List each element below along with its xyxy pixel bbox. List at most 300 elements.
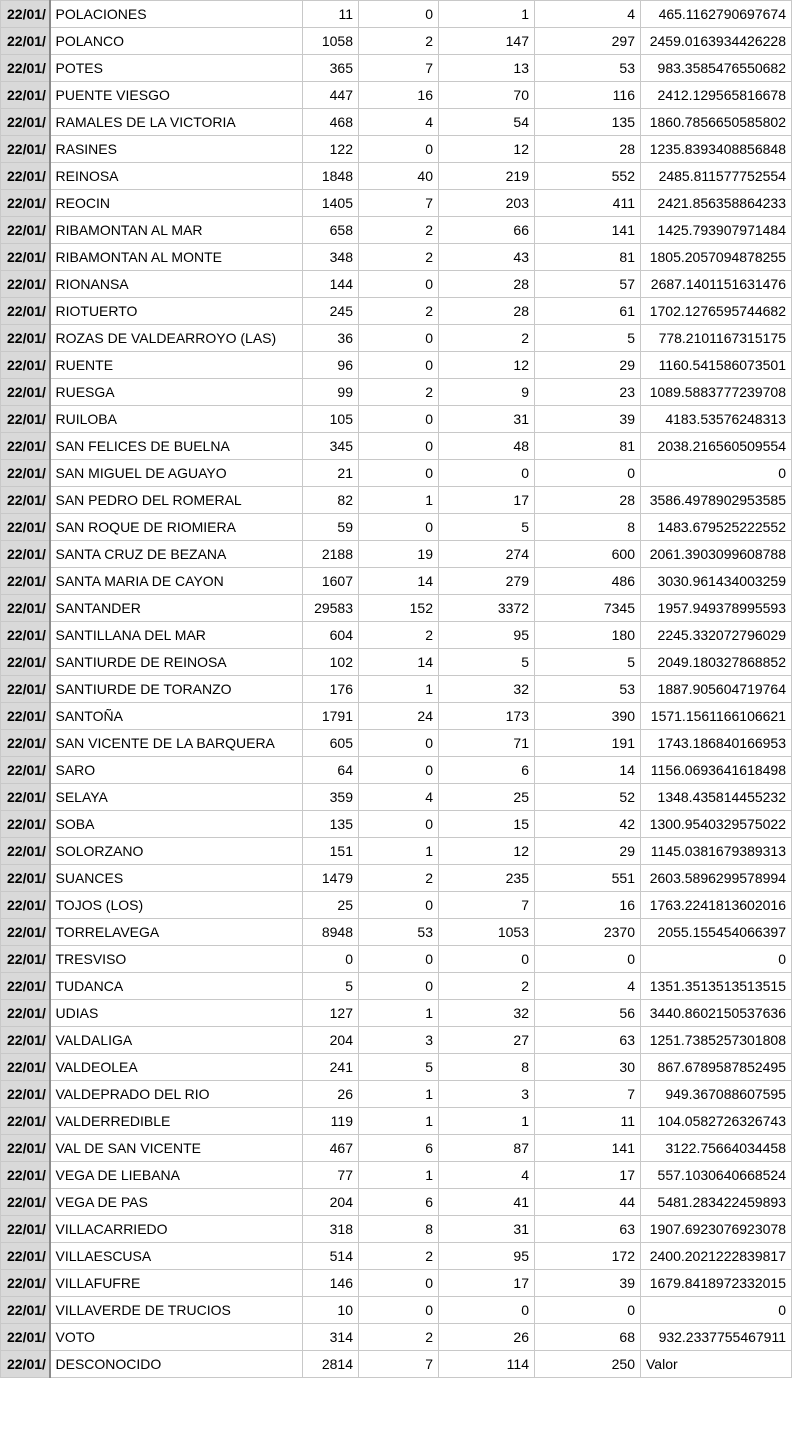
date-cell[interactable]: 22/01/ [1, 892, 50, 919]
value-cell-2[interactable]: 8 [359, 1216, 439, 1243]
value-cell-1[interactable]: 1058 [303, 28, 359, 55]
value-cell-2[interactable]: 0 [359, 136, 439, 163]
value-cell-1[interactable]: 2814 [303, 1351, 359, 1378]
value-cell-4[interactable]: 0 [535, 946, 641, 973]
value-cell-2[interactable]: 0 [359, 1297, 439, 1324]
value-cell-3[interactable]: 0 [439, 946, 535, 973]
date-cell[interactable]: 22/01/ [1, 703, 50, 730]
rate-cell[interactable]: 2245.332072796029 [641, 622, 792, 649]
municipality-cell[interactable]: REOCIN [50, 190, 303, 217]
value-cell-1[interactable]: 105 [303, 406, 359, 433]
value-cell-2[interactable]: 0 [359, 406, 439, 433]
value-cell-4[interactable]: 39 [535, 406, 641, 433]
rate-cell[interactable]: 983.3585476550682 [641, 55, 792, 82]
rate-cell[interactable]: 2038.216560509554 [641, 433, 792, 460]
date-cell[interactable]: 22/01/ [1, 487, 50, 514]
municipality-cell[interactable]: REINOSA [50, 163, 303, 190]
rate-cell[interactable]: 3440.8602150537636 [641, 1000, 792, 1027]
date-cell[interactable]: 22/01/ [1, 1270, 50, 1297]
value-cell-4[interactable]: 250 [535, 1351, 641, 1378]
value-cell-3[interactable]: 17 [439, 487, 535, 514]
value-cell-2[interactable]: 152 [359, 595, 439, 622]
rate-cell[interactable]: 1907.6923076923078 [641, 1216, 792, 1243]
value-cell-3[interactable]: 43 [439, 244, 535, 271]
municipality-cell[interactable]: RIONANSA [50, 271, 303, 298]
municipality-cell[interactable]: VAL DE SAN VICENTE [50, 1135, 303, 1162]
value-cell-3[interactable]: 70 [439, 82, 535, 109]
value-cell-2[interactable]: 6 [359, 1189, 439, 1216]
rate-cell[interactable]: 1425.793907971484 [641, 217, 792, 244]
value-cell-2[interactable]: 2 [359, 244, 439, 271]
value-cell-4[interactable]: 135 [535, 109, 641, 136]
municipality-cell[interactable]: ROZAS DE VALDEARROYO (LAS) [50, 325, 303, 352]
municipality-cell[interactable]: SELAYA [50, 784, 303, 811]
value-cell-1[interactable]: 1791 [303, 703, 359, 730]
value-cell-1[interactable]: 468 [303, 109, 359, 136]
date-cell[interactable]: 22/01/ [1, 1000, 50, 1027]
value-cell-1[interactable]: 29583 [303, 595, 359, 622]
value-cell-3[interactable]: 12 [439, 136, 535, 163]
rate-cell[interactable]: 2400.2021222839817 [641, 1243, 792, 1270]
value-cell-1[interactable]: 658 [303, 217, 359, 244]
municipality-cell[interactable]: VEGA DE PAS [50, 1189, 303, 1216]
value-cell-1[interactable]: 605 [303, 730, 359, 757]
value-cell-2[interactable]: 4 [359, 109, 439, 136]
municipality-cell[interactable]: RIBAMONTAN AL MONTE [50, 244, 303, 271]
value-cell-2[interactable]: 2 [359, 217, 439, 244]
value-cell-3[interactable]: 5 [439, 649, 535, 676]
rate-cell[interactable]: 1887.905604719764 [641, 676, 792, 703]
rate-cell[interactable]: 3122.75664034458 [641, 1135, 792, 1162]
value-cell-1[interactable]: 514 [303, 1243, 359, 1270]
value-cell-2[interactable]: 2 [359, 379, 439, 406]
value-cell-4[interactable]: 63 [535, 1027, 641, 1054]
date-cell[interactable]: 22/01/ [1, 1216, 50, 1243]
rate-cell[interactable]: 3586.4978902953585 [641, 487, 792, 514]
value-cell-4[interactable]: 141 [535, 1135, 641, 1162]
rate-cell[interactable]: 1702.1276595744682 [641, 298, 792, 325]
municipality-cell[interactable]: POLACIONES [50, 1, 303, 28]
value-cell-1[interactable]: 204 [303, 1189, 359, 1216]
date-cell[interactable]: 22/01/ [1, 568, 50, 595]
value-cell-1[interactable]: 241 [303, 1054, 359, 1081]
rate-cell[interactable]: 1483.679525222552 [641, 514, 792, 541]
rate-cell[interactable]: 2485.811577752554 [641, 163, 792, 190]
value-cell-4[interactable]: 63 [535, 1216, 641, 1243]
value-cell-2[interactable]: 2 [359, 622, 439, 649]
value-cell-3[interactable]: 26 [439, 1324, 535, 1351]
municipality-cell[interactable]: RAMALES DE LA VICTORIA [50, 109, 303, 136]
date-cell[interactable]: 22/01/ [1, 1243, 50, 1270]
value-cell-2[interactable]: 0 [359, 325, 439, 352]
value-cell-1[interactable]: 119 [303, 1108, 359, 1135]
date-cell[interactable]: 22/01/ [1, 298, 50, 325]
value-cell-3[interactable]: 219 [439, 163, 535, 190]
municipality-cell[interactable]: VALDEPRADO DEL RIO [50, 1081, 303, 1108]
rate-cell[interactable]: 1763.2241813602016 [641, 892, 792, 919]
rate-cell[interactable]: 1351.3513513513515 [641, 973, 792, 1000]
value-cell-4[interactable]: 5 [535, 649, 641, 676]
rate-cell[interactable]: 1300.9540329575022 [641, 811, 792, 838]
rate-cell[interactable]: 1160.541586073501 [641, 352, 792, 379]
rate-cell[interactable]: 3030.961434003259 [641, 568, 792, 595]
value-cell-3[interactable]: 71 [439, 730, 535, 757]
value-cell-2[interactable]: 19 [359, 541, 439, 568]
value-cell-4[interactable]: 7 [535, 1081, 641, 1108]
municipality-cell[interactable]: SAN VICENTE DE LA BARQUERA [50, 730, 303, 757]
value-cell-3[interactable]: 2 [439, 973, 535, 1000]
rate-cell[interactable]: 1860.7856650585802 [641, 109, 792, 136]
rate-cell[interactable]: 557.1030640668524 [641, 1162, 792, 1189]
value-cell-1[interactable]: 77 [303, 1162, 359, 1189]
value-cell-3[interactable]: 1053 [439, 919, 535, 946]
municipality-cell[interactable]: TRESVISO [50, 946, 303, 973]
value-cell-4[interactable]: 81 [535, 244, 641, 271]
date-cell[interactable]: 22/01/ [1, 973, 50, 1000]
value-cell-2[interactable]: 0 [359, 1, 439, 28]
value-cell-2[interactable]: 1 [359, 1000, 439, 1027]
rate-cell[interactable]: 1235.8393408856848 [641, 136, 792, 163]
value-cell-3[interactable]: 25 [439, 784, 535, 811]
date-cell[interactable]: 22/01/ [1, 1108, 50, 1135]
value-cell-3[interactable]: 3 [439, 1081, 535, 1108]
date-cell[interactable]: 22/01/ [1, 811, 50, 838]
value-cell-1[interactable]: 345 [303, 433, 359, 460]
rate-cell[interactable]: 2687.1401151631476 [641, 271, 792, 298]
date-cell[interactable]: 22/01/ [1, 1135, 50, 1162]
value-cell-4[interactable]: 81 [535, 433, 641, 460]
value-cell-3[interactable]: 3372 [439, 595, 535, 622]
value-cell-1[interactable]: 8948 [303, 919, 359, 946]
value-cell-3[interactable]: 28 [439, 298, 535, 325]
municipality-cell[interactable]: VALDEOLEA [50, 1054, 303, 1081]
value-cell-2[interactable]: 0 [359, 460, 439, 487]
value-cell-2[interactable]: 1 [359, 1108, 439, 1135]
municipality-cell[interactable]: RIBAMONTAN AL MAR [50, 217, 303, 244]
value-cell-2[interactable]: 0 [359, 352, 439, 379]
municipality-cell[interactable]: SANTANDER [50, 595, 303, 622]
municipality-cell[interactable]: TORRELAVEGA [50, 919, 303, 946]
date-cell[interactable]: 22/01/ [1, 757, 50, 784]
value-cell-2[interactable]: 14 [359, 649, 439, 676]
value-cell-3[interactable]: 66 [439, 217, 535, 244]
value-cell-2[interactable]: 1 [359, 1081, 439, 1108]
value-cell-4[interactable]: 4 [535, 973, 641, 1000]
rate-cell[interactable]: 1679.8418972332015 [641, 1270, 792, 1297]
value-cell-1[interactable]: 64 [303, 757, 359, 784]
value-cell-1[interactable]: 26 [303, 1081, 359, 1108]
value-cell-1[interactable]: 1607 [303, 568, 359, 595]
value-cell-3[interactable]: 2 [439, 325, 535, 352]
value-cell-2[interactable]: 0 [359, 811, 439, 838]
date-cell[interactable]: 22/01/ [1, 649, 50, 676]
value-cell-2[interactable]: 2 [359, 1324, 439, 1351]
value-cell-3[interactable]: 114 [439, 1351, 535, 1378]
value-cell-4[interactable]: 17 [535, 1162, 641, 1189]
date-cell[interactable]: 22/01/ [1, 730, 50, 757]
value-cell-1[interactable]: 36 [303, 325, 359, 352]
value-cell-4[interactable]: 191 [535, 730, 641, 757]
value-cell-2[interactable]: 0 [359, 514, 439, 541]
date-cell[interactable]: 22/01/ [1, 865, 50, 892]
municipality-cell[interactable]: RUILOBA [50, 406, 303, 433]
value-cell-3[interactable]: 28 [439, 271, 535, 298]
date-cell[interactable]: 22/01/ [1, 109, 50, 136]
value-cell-1[interactable]: 82 [303, 487, 359, 514]
date-cell[interactable]: 22/01/ [1, 595, 50, 622]
municipality-cell[interactable]: SAN MIGUEL DE AGUAYO [50, 460, 303, 487]
value-cell-2[interactable]: 2 [359, 298, 439, 325]
value-cell-3[interactable]: 95 [439, 622, 535, 649]
value-cell-4[interactable]: 53 [535, 676, 641, 703]
value-cell-1[interactable]: 151 [303, 838, 359, 865]
value-cell-4[interactable]: 11 [535, 1108, 641, 1135]
rate-cell[interactable]: 1957.949378995593 [641, 595, 792, 622]
date-cell[interactable]: 22/01/ [1, 514, 50, 541]
value-cell-3[interactable]: 32 [439, 1000, 535, 1027]
municipality-cell[interactable]: SUANCES [50, 865, 303, 892]
value-cell-4[interactable]: 16 [535, 892, 641, 919]
date-cell[interactable]: 22/01/ [1, 271, 50, 298]
value-cell-4[interactable]: 14 [535, 757, 641, 784]
date-cell[interactable]: 22/01/ [1, 217, 50, 244]
value-cell-2[interactable]: 16 [359, 82, 439, 109]
date-cell[interactable]: 22/01/ [1, 838, 50, 865]
municipality-cell[interactable]: RUENTE [50, 352, 303, 379]
value-cell-3[interactable]: 0 [439, 1297, 535, 1324]
value-cell-3[interactable]: 203 [439, 190, 535, 217]
date-cell[interactable]: 22/01/ [1, 784, 50, 811]
value-cell-2[interactable]: 0 [359, 271, 439, 298]
value-cell-2[interactable]: 0 [359, 973, 439, 1000]
date-cell[interactable]: 22/01/ [1, 82, 50, 109]
date-cell[interactable]: 22/01/ [1, 1324, 50, 1351]
rate-cell[interactable]: 949.367088607595 [641, 1081, 792, 1108]
date-cell[interactable]: 22/01/ [1, 433, 50, 460]
date-cell[interactable]: 22/01/ [1, 676, 50, 703]
municipality-cell[interactable]: POTES [50, 55, 303, 82]
municipality-cell[interactable]: PUENTE VIESGO [50, 82, 303, 109]
value-cell-1[interactable]: 144 [303, 271, 359, 298]
value-cell-4[interactable]: 28 [535, 487, 641, 514]
value-cell-4[interactable]: 552 [535, 163, 641, 190]
municipality-cell[interactable]: SANTIURDE DE REINOSA [50, 649, 303, 676]
value-cell-2[interactable]: 1 [359, 1162, 439, 1189]
value-cell-1[interactable]: 204 [303, 1027, 359, 1054]
rate-cell[interactable]: 104.0582726326743 [641, 1108, 792, 1135]
value-cell-4[interactable]: 57 [535, 271, 641, 298]
value-cell-1[interactable]: 96 [303, 352, 359, 379]
value-cell-2[interactable]: 0 [359, 946, 439, 973]
rate-cell[interactable]: 1348.435814455232 [641, 784, 792, 811]
value-cell-1[interactable]: 176 [303, 676, 359, 703]
value-cell-2[interactable]: 1 [359, 487, 439, 514]
value-cell-4[interactable]: 29 [535, 352, 641, 379]
value-cell-3[interactable]: 48 [439, 433, 535, 460]
value-cell-1[interactable]: 604 [303, 622, 359, 649]
value-cell-3[interactable]: 12 [439, 352, 535, 379]
rate-cell[interactable]: 867.6789587852495 [641, 1054, 792, 1081]
value-cell-3[interactable]: 173 [439, 703, 535, 730]
value-cell-2[interactable]: 0 [359, 892, 439, 919]
value-cell-3[interactable]: 15 [439, 811, 535, 838]
municipality-cell[interactable]: SAN PEDRO DEL ROMERAL [50, 487, 303, 514]
rate-cell[interactable]: 5481.283422459893 [641, 1189, 792, 1216]
rate-cell[interactable]: Valor [641, 1351, 792, 1378]
date-cell[interactable]: 22/01/ [1, 55, 50, 82]
value-cell-2[interactable]: 2 [359, 865, 439, 892]
value-cell-1[interactable]: 10 [303, 1297, 359, 1324]
value-cell-3[interactable]: 12 [439, 838, 535, 865]
date-cell[interactable]: 22/01/ [1, 163, 50, 190]
value-cell-3[interactable]: 17 [439, 1270, 535, 1297]
value-cell-2[interactable]: 0 [359, 1270, 439, 1297]
value-cell-1[interactable]: 348 [303, 244, 359, 271]
date-cell[interactable]: 22/01/ [1, 136, 50, 163]
value-cell-1[interactable]: 21 [303, 460, 359, 487]
value-cell-1[interactable]: 359 [303, 784, 359, 811]
municipality-cell[interactable]: SANTIURDE DE TORANZO [50, 676, 303, 703]
value-cell-3[interactable]: 7 [439, 892, 535, 919]
date-cell[interactable]: 22/01/ [1, 1054, 50, 1081]
rate-cell[interactable]: 1145.0381679389313 [641, 838, 792, 865]
date-cell[interactable]: 22/01/ [1, 1081, 50, 1108]
value-cell-3[interactable]: 13 [439, 55, 535, 82]
municipality-cell[interactable]: DESCONOCIDO [50, 1351, 303, 1378]
date-cell[interactable]: 22/01/ [1, 352, 50, 379]
municipality-cell[interactable]: RUESGA [50, 379, 303, 406]
value-cell-3[interactable]: 1 [439, 1108, 535, 1135]
date-cell[interactable]: 22/01/ [1, 946, 50, 973]
value-cell-3[interactable]: 4 [439, 1162, 535, 1189]
rate-cell[interactable]: 0 [641, 460, 792, 487]
value-cell-2[interactable]: 2 [359, 28, 439, 55]
municipality-cell[interactable]: TUDANCA [50, 973, 303, 1000]
value-cell-3[interactable]: 9 [439, 379, 535, 406]
municipality-cell[interactable]: VILLACARRIEDO [50, 1216, 303, 1243]
value-cell-4[interactable]: 180 [535, 622, 641, 649]
value-cell-2[interactable]: 53 [359, 919, 439, 946]
rate-cell[interactable]: 1805.2057094878255 [641, 244, 792, 271]
value-cell-4[interactable]: 5 [535, 325, 641, 352]
value-cell-4[interactable]: 39 [535, 1270, 641, 1297]
value-cell-4[interactable]: 28 [535, 136, 641, 163]
value-cell-4[interactable]: 53 [535, 55, 641, 82]
value-cell-4[interactable]: 390 [535, 703, 641, 730]
value-cell-1[interactable]: 314 [303, 1324, 359, 1351]
value-cell-1[interactable]: 102 [303, 649, 359, 676]
date-cell[interactable]: 22/01/ [1, 325, 50, 352]
rate-cell[interactable]: 2412.129565816678 [641, 82, 792, 109]
value-cell-1[interactable]: 122 [303, 136, 359, 163]
date-cell[interactable]: 22/01/ [1, 28, 50, 55]
value-cell-4[interactable]: 61 [535, 298, 641, 325]
date-cell[interactable]: 22/01/ [1, 190, 50, 217]
municipality-cell[interactable]: RIOTUERTO [50, 298, 303, 325]
value-cell-3[interactable]: 8 [439, 1054, 535, 1081]
value-cell-1[interactable]: 1848 [303, 163, 359, 190]
rate-cell[interactable]: 1251.7385257301808 [641, 1027, 792, 1054]
value-cell-2[interactable]: 3 [359, 1027, 439, 1054]
value-cell-4[interactable]: 4 [535, 1, 641, 28]
date-cell[interactable]: 22/01/ [1, 1, 50, 28]
value-cell-4[interactable]: 56 [535, 1000, 641, 1027]
municipality-cell[interactable]: VILLAESCUSA [50, 1243, 303, 1270]
date-cell[interactable]: 22/01/ [1, 622, 50, 649]
date-cell[interactable]: 22/01/ [1, 406, 50, 433]
rate-cell[interactable]: 2421.856358864233 [641, 190, 792, 217]
value-cell-2[interactable]: 40 [359, 163, 439, 190]
value-cell-1[interactable]: 25 [303, 892, 359, 919]
rate-cell[interactable]: 778.2101167315175 [641, 325, 792, 352]
value-cell-4[interactable]: 0 [535, 1297, 641, 1324]
value-cell-4[interactable]: 486 [535, 568, 641, 595]
value-cell-2[interactable]: 1 [359, 838, 439, 865]
municipality-cell[interactable]: VILLAVERDE DE TRUCIOS [50, 1297, 303, 1324]
value-cell-3[interactable]: 87 [439, 1135, 535, 1162]
municipality-cell[interactable]: VEGA DE LIEBANA [50, 1162, 303, 1189]
value-cell-2[interactable]: 7 [359, 190, 439, 217]
value-cell-3[interactable]: 31 [439, 1216, 535, 1243]
value-cell-2[interactable]: 0 [359, 757, 439, 784]
rate-cell[interactable]: 0 [641, 946, 792, 973]
value-cell-3[interactable]: 235 [439, 865, 535, 892]
value-cell-1[interactable]: 135 [303, 811, 359, 838]
rate-cell[interactable]: 2049.180327868852 [641, 649, 792, 676]
value-cell-1[interactable]: 1479 [303, 865, 359, 892]
rate-cell[interactable]: 4183.53576248313 [641, 406, 792, 433]
municipality-cell[interactable]: VALDALIGA [50, 1027, 303, 1054]
value-cell-1[interactable]: 245 [303, 298, 359, 325]
value-cell-1[interactable]: 2188 [303, 541, 359, 568]
value-cell-3[interactable]: 1 [439, 1, 535, 28]
value-cell-1[interactable]: 365 [303, 55, 359, 82]
value-cell-3[interactable]: 54 [439, 109, 535, 136]
municipality-cell[interactable]: SANTA CRUZ DE BEZANA [50, 541, 303, 568]
value-cell-2[interactable]: 5 [359, 1054, 439, 1081]
value-cell-4[interactable]: 23 [535, 379, 641, 406]
value-cell-4[interactable]: 600 [535, 541, 641, 568]
value-cell-3[interactable]: 41 [439, 1189, 535, 1216]
date-cell[interactable]: 22/01/ [1, 919, 50, 946]
value-cell-1[interactable]: 1405 [303, 190, 359, 217]
value-cell-2[interactable]: 0 [359, 730, 439, 757]
municipality-cell[interactable]: SANTA MARIA DE CAYON [50, 568, 303, 595]
value-cell-2[interactable]: 0 [359, 433, 439, 460]
value-cell-1[interactable]: 127 [303, 1000, 359, 1027]
rate-cell[interactable]: 1571.1561166106621 [641, 703, 792, 730]
value-cell-4[interactable]: 116 [535, 82, 641, 109]
date-cell[interactable]: 22/01/ [1, 1189, 50, 1216]
value-cell-1[interactable]: 318 [303, 1216, 359, 1243]
rate-cell[interactable]: 2061.3903099608788 [641, 541, 792, 568]
value-cell-3[interactable]: 95 [439, 1243, 535, 1270]
value-cell-1[interactable]: 59 [303, 514, 359, 541]
rate-cell[interactable]: 1743.186840166953 [641, 730, 792, 757]
value-cell-4[interactable]: 52 [535, 784, 641, 811]
value-cell-3[interactable]: 0 [439, 460, 535, 487]
value-cell-2[interactable]: 14 [359, 568, 439, 595]
municipality-cell[interactable]: UDIAS [50, 1000, 303, 1027]
value-cell-4[interactable]: 68 [535, 1324, 641, 1351]
value-cell-2[interactable]: 1 [359, 676, 439, 703]
date-cell[interactable]: 22/01/ [1, 1027, 50, 1054]
value-cell-4[interactable]: 411 [535, 190, 641, 217]
date-cell[interactable]: 22/01/ [1, 379, 50, 406]
rate-cell[interactable]: 932.2337755467911 [641, 1324, 792, 1351]
rate-cell[interactable]: 2459.0163934426228 [641, 28, 792, 55]
value-cell-4[interactable]: 30 [535, 1054, 641, 1081]
